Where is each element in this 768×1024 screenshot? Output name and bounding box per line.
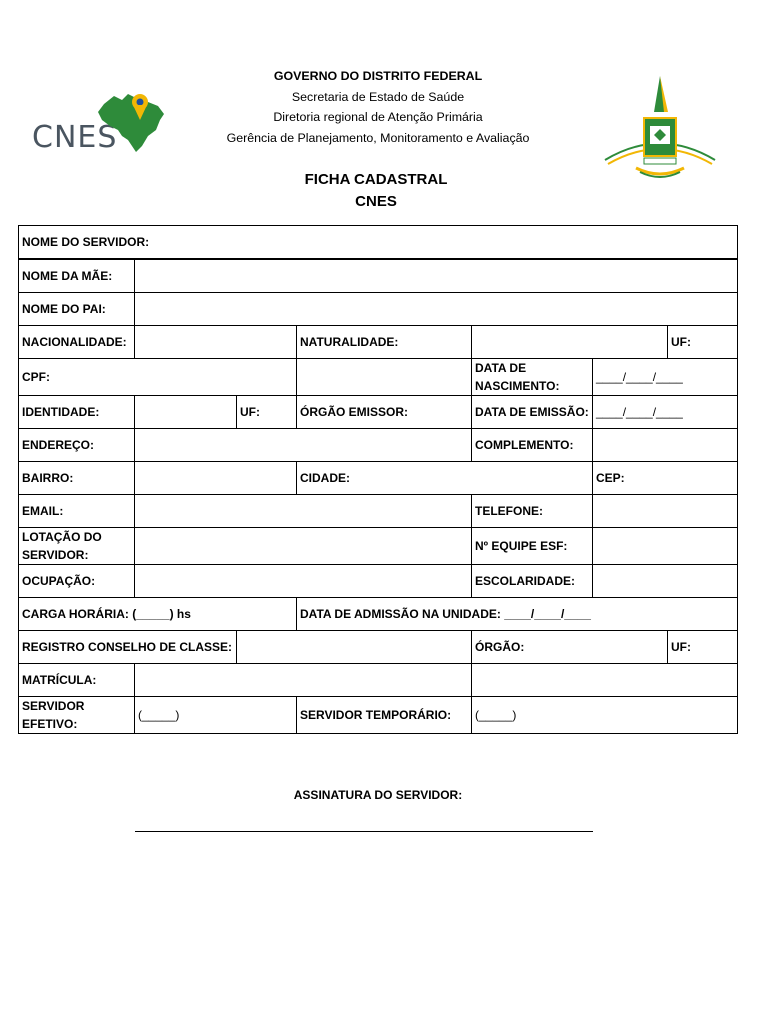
input-cpf-extra[interactable] bbox=[297, 359, 472, 396]
row-email bbox=[19, 495, 738, 528]
input-registro-conselho[interactable] bbox=[237, 631, 472, 664]
label-cep: CEP: bbox=[596, 470, 625, 485]
registration-form-table bbox=[18, 225, 738, 734]
header-government: GOVERNO DO DISTRITO FEDERAL bbox=[273, 69, 483, 83]
label-lotacao: LOTAÇÃO DO SERVIDOR: bbox=[19, 528, 135, 565]
field-cidade[interactable] bbox=[297, 462, 593, 495]
label-nacionalidade: NACIONALIDADE: bbox=[19, 326, 135, 359]
row-servidor-tipo bbox=[19, 697, 738, 734]
label-cpf: CPF: bbox=[22, 369, 50, 384]
cnes-logo-text: CNES bbox=[32, 120, 118, 155]
label-orgao-emissor[interactable]: ÓRGÃO EMISSOR: bbox=[297, 396, 472, 429]
form-title-line1: FICHA CADASTRAL bbox=[304, 171, 448, 188]
input-matricula[interactable] bbox=[135, 664, 472, 697]
input-data-emissao[interactable]: ____/____/____ bbox=[593, 396, 738, 429]
checkbox-servidor-efetivo[interactable]: (_____) bbox=[135, 697, 297, 734]
signature-line[interactable] bbox=[135, 831, 593, 832]
label-escolaridade: ESCOLARIDADE: bbox=[472, 565, 593, 598]
label-matricula: MATRÍCULA: bbox=[19, 664, 135, 697]
field-orgao[interactable] bbox=[472, 631, 668, 664]
input-data-nascimento[interactable]: ____/____/____ bbox=[593, 359, 738, 396]
brazil-map-icon bbox=[96, 90, 166, 156]
row-nome-pai bbox=[19, 293, 738, 326]
header-secretariat: Secretaria de Estado de Saúde bbox=[291, 89, 465, 104]
input-email[interactable] bbox=[135, 495, 472, 528]
label-ocupacao: OCUPAÇÃO: bbox=[19, 565, 135, 598]
row-nome-servidor bbox=[19, 226, 738, 260]
label-complemento: COMPLEMENTO: bbox=[472, 429, 593, 462]
label-uf-conselho[interactable]: UF: bbox=[668, 631, 738, 664]
input-ocupacao[interactable] bbox=[135, 565, 472, 598]
row-bairro bbox=[19, 462, 738, 495]
label-data-nascimento: DATA DE NASCIMENTO: bbox=[472, 359, 593, 396]
field-carga-horaria[interactable]: CARGA HORÁRIA: (_____) hs bbox=[19, 598, 297, 631]
input-endereco[interactable] bbox=[135, 429, 472, 462]
input-nome-mae[interactable] bbox=[135, 259, 738, 293]
signature-label: ASSINATURA DO SERVIDOR: bbox=[293, 788, 463, 802]
form-title bbox=[226, 169, 526, 213]
input-equipe-esf[interactable] bbox=[593, 528, 738, 565]
row-matricula bbox=[19, 664, 738, 697]
label-equipe-esf: Nº EQUIPE ESF: bbox=[472, 528, 593, 565]
row-registro-conselho bbox=[19, 631, 738, 664]
row-endereco bbox=[19, 429, 738, 462]
input-naturalidade[interactable] bbox=[472, 326, 668, 359]
field-data-admissao[interactable]: DATA DE ADMISSÃO NA UNIDADE: ____/____/____ bbox=[297, 598, 738, 631]
label-nome-pai: NOME DO PAI: bbox=[19, 293, 135, 326]
df-coat-of-arms-logo bbox=[600, 72, 720, 182]
row-nacionalidade bbox=[19, 326, 738, 359]
checkbox-servidor-temporario[interactable]: (_____) bbox=[472, 697, 738, 734]
label-uf-identidade[interactable]: UF: bbox=[237, 396, 297, 429]
input-lotacao[interactable] bbox=[135, 528, 472, 565]
row-lotacao bbox=[19, 528, 738, 565]
header-directorate: Diretoria regional de Atenção Primária bbox=[273, 110, 483, 124]
label-nome-mae: NOME DA MÃE: bbox=[19, 259, 135, 293]
row-identidade bbox=[19, 396, 738, 429]
field-nome-servidor[interactable] bbox=[19, 226, 738, 260]
header-management: Gerência de Planejamento, Monitoramento e Avaliação bbox=[226, 130, 530, 145]
input-escolaridade[interactable] bbox=[593, 565, 738, 598]
label-servidor-temporario: SERVIDOR TEMPORÁRIO: bbox=[297, 697, 472, 734]
label-registro-conselho: REGISTRO CONSELHO DE CLASSE: bbox=[19, 631, 237, 664]
label-uf-naturalidade[interactable]: UF: bbox=[668, 326, 738, 359]
form-title-line2: CNES bbox=[355, 193, 397, 210]
label-endereco: ENDEREÇO: bbox=[19, 429, 135, 462]
label-telefone: TELEFONE: bbox=[472, 495, 593, 528]
label-bairro: BAIRRO: bbox=[19, 462, 135, 495]
input-complemento[interactable] bbox=[593, 429, 738, 462]
cnes-logo bbox=[30, 90, 170, 160]
label-data-emissao: DATA DE EMISSÃO: bbox=[472, 396, 593, 429]
label-naturalidade: NATURALIDADE: bbox=[297, 326, 472, 359]
row-nome-mae bbox=[19, 259, 738, 293]
row-cpf bbox=[19, 359, 738, 396]
document-header bbox=[180, 66, 576, 148]
field-cpf[interactable] bbox=[19, 359, 297, 396]
input-identidade[interactable] bbox=[135, 396, 237, 429]
label-email: EMAIL: bbox=[19, 495, 135, 528]
input-matricula-extra[interactable] bbox=[472, 664, 738, 697]
label-servidor-efetivo: SERVIDOR EFETIVO: bbox=[19, 697, 135, 734]
input-bairro[interactable] bbox=[135, 462, 297, 495]
input-telefone[interactable] bbox=[593, 495, 738, 528]
label-cidade: CIDADE: bbox=[300, 470, 350, 485]
row-carga-horaria bbox=[19, 598, 738, 631]
field-cep[interactable] bbox=[593, 462, 738, 495]
label-identidade: IDENTIDADE: bbox=[19, 396, 135, 429]
label-nome-servidor: NOME DO SERVIDOR: bbox=[22, 234, 150, 249]
input-nome-pai[interactable] bbox=[135, 293, 738, 326]
row-ocupacao bbox=[19, 565, 738, 598]
label-orgao: ÓRGÃO: bbox=[475, 639, 525, 654]
input-nacionalidade[interactable] bbox=[135, 326, 297, 359]
